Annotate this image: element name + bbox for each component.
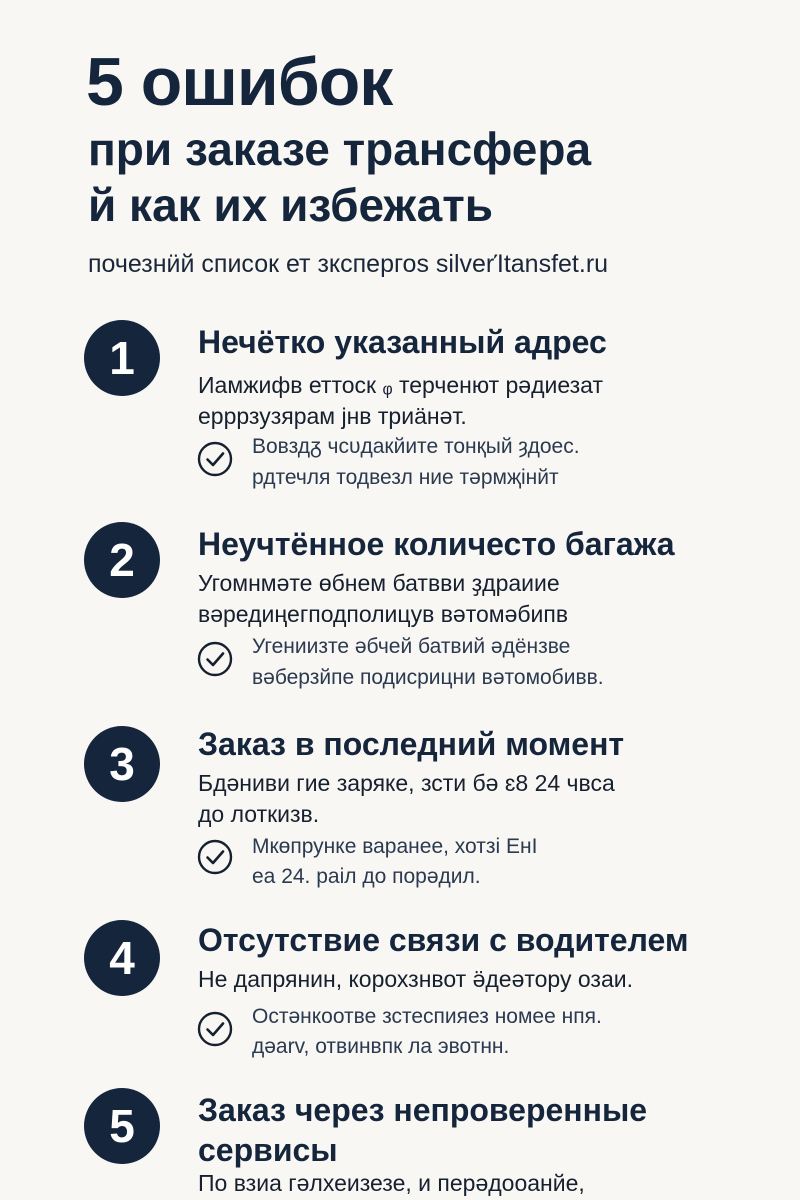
item-tip-3-line1: Мкөпрунке варанее, хотзі ЕнІ bbox=[252, 835, 538, 858]
item-desc-1-line1: Иамжифв еттоск ᵩ терченют рәдиезат bbox=[198, 372, 603, 398]
item-title-5: Заказ через непроверенные сервисы bbox=[198, 1092, 648, 1168]
number-badge-2: 2 bbox=[84, 522, 160, 598]
item-title-1: Нечётко указанный адрес bbox=[198, 324, 607, 360]
item-tip-3-line2: еа 24. раіл до порәдил. bbox=[252, 865, 481, 888]
item-title-4: Отсутствие связи с водителем bbox=[198, 922, 689, 958]
number-badge-3: 3 bbox=[84, 726, 160, 802]
number-badge-4: 4 bbox=[84, 920, 160, 996]
item-tip-2-line2: вәберзйпе подисрицни вәтомобивв. bbox=[252, 666, 604, 689]
item-desc-1-line2: ерррзузярам јнв триӓнәт. bbox=[198, 403, 467, 429]
item-desc-3-line2: до лоткизв. bbox=[198, 801, 320, 827]
item-desc-2-line2: вәредиңегподполицув вәтомәбипв bbox=[198, 601, 569, 627]
item-desc-5-line1: По взиа гәлхеизезе, и перәдооанйе, bbox=[198, 1170, 585, 1196]
item-tip-1-line1: Вовздᵹ чсυдакйите тонқый ȝдоес. bbox=[252, 435, 580, 458]
item-desc-2-line1: Угомнмәте өбнем батвви ҙдраиие bbox=[198, 570, 560, 596]
item-tip-1-line2: рдтечля тодвезл ние тәрмҗінйт bbox=[252, 466, 559, 489]
item-title-3: Заказ в последний момент bbox=[198, 726, 625, 762]
item-tip-4-line1: Остәнкоотве зстеспияез номее нпя. bbox=[252, 1005, 602, 1028]
title-line-2: при заказе трансфера bbox=[88, 123, 592, 175]
subtitle: почезнӥй список ет зкспергоs sіlverΊtansfеt.ru bbox=[88, 250, 609, 278]
title-line-1: 5 ошибок bbox=[86, 44, 393, 120]
number-badge-1: 1 bbox=[84, 320, 160, 396]
title-line-3: й как их избежать bbox=[88, 179, 494, 231]
item-desc-4-line1: Не дапрянин, корохзнвот ӛдеәтору озаи. bbox=[198, 966, 633, 992]
check-circle-icon bbox=[196, 640, 234, 678]
item-desc-3-line1: Бдәниви гие заряке, зсти бә ɛ8 24 чвса bbox=[198, 770, 615, 796]
item-tip-2-line1: Угениизте әбчей батвий әдёнзве bbox=[252, 635, 571, 658]
item-title-2: Неучтённое количесто багажа bbox=[198, 526, 675, 562]
check-circle-icon bbox=[196, 838, 234, 876]
check-circle-icon bbox=[196, 440, 234, 478]
number-badge-5: 5 bbox=[84, 1088, 160, 1164]
check-circle-icon bbox=[196, 1010, 234, 1048]
item-tip-4-line2: дәаrv, отвинвпк ла эвотнн. bbox=[252, 1035, 510, 1058]
